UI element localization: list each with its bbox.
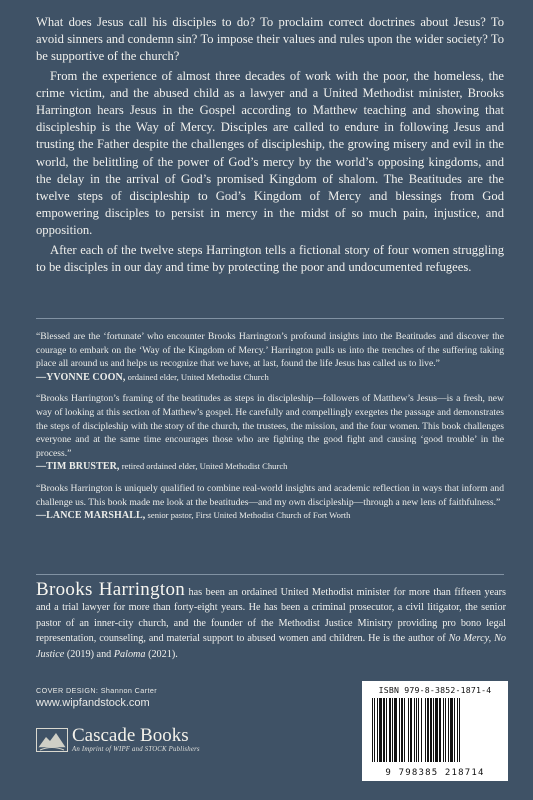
blurb-paragraph-2: From the experience of almost three decades of work with the poor, the homeless, the crime victim, and the abused child as a lawyer and a United Methodist minister, Brooks Harrington hears Jesus in the Gospel according to Matthew teaching and showing that discipleship is the Way of Mercy. Disciples are called to endure in following Jesus and trusting the Father despite the challenges of discipleship, the growing misery and evil in the world, the belittling of the power of God’s mercy by the world’s opposing kingdoms, and the delay in the arrival of God’s promised Kingdom of shalom. The Beatitudes are the twelve steps of discipleship to God’s Kingdom of Mercy and blessings from God empowering disciples to persist in mercy in the midst of so much pain, injustice, and opposition. <box>36 68 504 238</box>
back-cover-blurb <box>36 14 504 276</box>
endorsement-text: “Blessed are the ‘fortunate’ who encounter Brooks Harrington’s profound insights into the Beatitudes and discover the courage to embark on the ‘Way of the Kingdom of Mercy.’ Harrington pulls us into the trenches of the suffering taking place all around us and helps us recognize that we have, at last, found the life Jesus has called us to live.” <box>36 331 504 370</box>
mountain-logo-icon <box>36 728 68 752</box>
book-title-1: No Mercy, No Justice <box>36 633 506 660</box>
barcode-bar <box>445 698 446 762</box>
author-name: Brooks Harrington <box>36 579 186 600</box>
barcode-bar <box>418 698 419 762</box>
endorsement-attribution <box>36 371 504 385</box>
barcode-bar <box>394 698 397 762</box>
barcode-bar <box>459 698 460 762</box>
isbn-barcode <box>362 681 508 781</box>
barcode-digits: 9 798385 218714 <box>385 768 485 778</box>
blurb-paragraph-3: After each of the twelve steps Harrington tells a fictional story of four women struggling to be disciples in our day and time by protecting the poor and undocumented refugees. <box>36 242 504 274</box>
barcode-bar <box>454 698 455 762</box>
cover-design-credit: COVER DESIGN: Shannon Carter <box>36 686 158 695</box>
barcode-bar <box>379 698 382 762</box>
bio-text-year2: (2021). <box>145 648 178 660</box>
publisher-imprint: An Imprint of WIPF and STOCK Publishers <box>72 746 200 753</box>
endorsement-text: “Brooks Harrington’s framing of the beatitudes as steps in discipleship—followers of Matthew’s Jesus—is a fresh, new way of looking at this section of Matthew’s gospel. He carefully and compellingly exegetes the passage and demonstrates the steps of discipleship with the story of the church, the trustees, the mission, and the four women. This book challenges everyone and at the same time encourages those who are fighting the good fight and causing ‘good trouble’ in the process.” <box>36 393 504 459</box>
publisher-name-block <box>72 726 200 753</box>
publisher-name: Cascade Books <box>72 725 189 746</box>
barcode-bar <box>410 698 412 762</box>
endorsement-2 <box>36 392 504 474</box>
barcode-bar <box>392 698 393 762</box>
bio-text-year1: (2019) and <box>64 648 114 660</box>
barcode-bar <box>421 698 422 762</box>
barcode-bar <box>416 698 417 762</box>
barcode-bar <box>404 698 405 762</box>
barcode-bar <box>386 698 387 762</box>
barcode-bar <box>372 698 373 762</box>
endorser-role: ordained elder, United Methodist Church <box>125 371 269 382</box>
author-bio <box>36 579 506 662</box>
isbn-label: ISBN 979-8-3852-1871-4 <box>378 685 492 695</box>
barcode-bar <box>448 698 449 762</box>
barcode-bar <box>401 698 403 762</box>
credits <box>36 686 157 709</box>
endorser-name: —TIM BRUSTER, <box>36 461 120 473</box>
barcode-bar <box>457 698 458 762</box>
barcode-bar <box>383 698 385 762</box>
barcode-bar <box>414 698 415 762</box>
barcode-bar <box>408 698 409 762</box>
barcode-bar <box>377 698 378 762</box>
barcode-bar <box>443 698 444 762</box>
barcode-bar <box>425 698 426 762</box>
endorsement-3 <box>36 482 504 523</box>
bio-text: has been an ordained United Methodist minister for more than fifteen years and a trial lawyer for more than forty-eight years. He has been a criminal prosecutor, a civil litigator, the senior pastor of an inner-city church, and the founder of the Methodist Justice Ministry providing pro bono legal representation, counseling, and material support to abused women and children. He is the author of <box>36 587 506 645</box>
publisher-website: www.wipfandstock.com <box>36 697 150 709</box>
endorsement-1 <box>36 330 504 384</box>
endorser-name: —LANCE MARSHALL, <box>36 510 146 522</box>
barcode-bar <box>427 698 429 762</box>
endorsement-attribution <box>36 460 504 474</box>
book-title-2: Paloma <box>113 648 146 660</box>
barcode-bar <box>439 698 441 762</box>
barcode-bar <box>399 698 400 762</box>
barcode-bar <box>450 698 453 762</box>
endorsement-attribution <box>36 509 504 523</box>
endorser-role: retired ordained elder, United Methodist Church <box>119 461 288 472</box>
endorser-role: senior pastor, First United Methodist Church of Fort Worth <box>145 510 351 521</box>
divider-top <box>36 318 504 319</box>
barcode-bar <box>433 698 434 762</box>
divider-bottom <box>36 574 504 575</box>
barcode-bar <box>389 698 391 762</box>
endorsements <box>36 330 504 531</box>
barcode-bar <box>435 698 438 762</box>
publisher-logo <box>36 726 200 753</box>
barcode-bar <box>374 698 375 762</box>
endorser-name: —YVONNE COON, <box>36 371 126 383</box>
blurb-paragraph-1: What does Jesus call his disciples to do? To proclaim correct doctrines about Jesus? To avoid sinners and condemn sin? To impose their values and rules upon the wider society? To be supportive of the church? <box>36 15 504 64</box>
barcode-bar <box>430 698 432 762</box>
endorsement-text: “Brooks Harrington is uniquely qualified to combine real-world insights and academic reflection in ways that inform and challenge us. This book made me look at the beatitudes—and my own discipleship—through a new lens of faithfulness.” <box>36 482 504 508</box>
barcode-bars <box>372 698 500 762</box>
